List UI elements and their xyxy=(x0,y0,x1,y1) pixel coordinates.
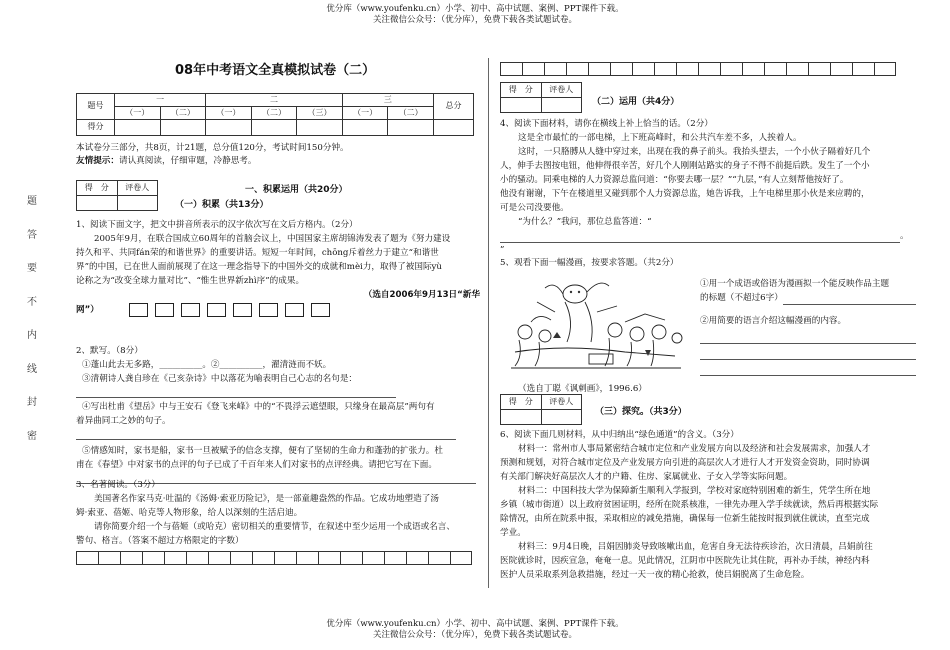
q2-line: ④写出杜甫《望岳》中与王安石《登飞来峰》中的“不畏浮云遮望眼，只缘身在最高层”两句有 xyxy=(82,402,435,412)
part1-title: 一、积累运用（共20分） xyxy=(245,185,348,195)
q3-line: 请你简要介绍一个与蓓姬（或哈克）密切相关的重要情节，在叙述中至少运用一个成语或名言、 xyxy=(94,522,455,532)
footer-line-1: 优分库（www.youfenku.cn）小学、初中、高中试题、案例、PPT课件下载。 xyxy=(326,619,624,629)
side-char: 题 xyxy=(27,196,37,207)
grid-cell[interactable] xyxy=(588,62,610,76)
score-cell[interactable] xyxy=(297,120,343,136)
q6-line: 学业。 xyxy=(500,528,526,538)
score-box-right xyxy=(500,82,582,113)
q6-line: 有关部门解决好高层次人才的户籍、住房、家属就业、子女入学等实际问题。 xyxy=(500,472,793,482)
top-answer-grid[interactable] xyxy=(500,62,896,76)
score-cell[interactable] xyxy=(160,120,206,136)
sub-item: （二） xyxy=(251,107,297,120)
question-4 xyxy=(500,117,918,257)
sub-item: （二） xyxy=(388,107,434,120)
side-char: 要 xyxy=(27,263,37,274)
sub-item: （二） xyxy=(160,107,206,120)
q6-line: 材料一：常州市人事局紧密结合城市定位和产业发展方向以及经济和社会发展需求，加强人才 xyxy=(518,444,871,454)
grid-cell[interactable] xyxy=(852,62,874,76)
score-input[interactable] xyxy=(501,410,542,425)
q4-para: 他没有谢谢，下午在楼道里又碰到那个人力资源总监，她告诉我，上午电梯里那小伙是来应聘的， xyxy=(500,189,870,199)
score-box-right-2 xyxy=(500,394,582,425)
grid-cell[interactable] xyxy=(318,551,340,565)
answer-box[interactable] xyxy=(285,303,304,317)
defen-cell: 得 分 xyxy=(77,181,118,196)
q6-line: 除情况，由所在院系申报，采取相应的减免措施，确保每一位新生能按时报到就住就读，直至完成 xyxy=(500,514,870,524)
grid-cell[interactable] xyxy=(384,551,406,565)
defen-label: 得分 xyxy=(77,120,115,136)
answer-line[interactable] xyxy=(76,428,456,440)
sub-item: （一） xyxy=(342,107,388,120)
question-1 xyxy=(76,218,480,317)
answer-box[interactable] xyxy=(207,303,226,317)
sub-item: （一） xyxy=(206,107,252,120)
q6-line: 材料二：中国科技大学为保障新生顺利入学报到，学校对家庭特别困难的新生，凭学生所在地 xyxy=(518,486,871,496)
q1-source-2: 网”） xyxy=(76,305,99,315)
defen-cell: 得 分 xyxy=(501,395,542,410)
score-cell[interactable] xyxy=(388,120,434,136)
pingjuan-cell: 评卷人 xyxy=(117,181,158,196)
q1-para: 界”的中国，已在世人面前展现了在这一理念指导下的中国外交的成就和mèi力，取得了被国际yù xyxy=(76,262,442,272)
q5-stem: 5、观看下面一幅漫画，按要求答题。（共2分） xyxy=(500,258,679,268)
cartoon-image xyxy=(505,272,687,380)
grader-input[interactable] xyxy=(541,98,582,113)
grid-cell[interactable] xyxy=(720,62,742,76)
q4-para: 人，伸手去图按电钮，他伸得很辛苦，好几个人刚刚站路实的身子不得不前挺后跌。发生了一个小 xyxy=(500,161,870,171)
answer-box[interactable] xyxy=(311,303,330,317)
section-2-header: 二 xyxy=(206,94,343,107)
grid-cell[interactable] xyxy=(428,551,450,565)
grid-cell[interactable] xyxy=(500,62,522,76)
exam-intro: 本试卷分三部分，共8页，计21题，总分值120分，考试时间150分钟。 xyxy=(76,143,349,153)
q2-line: 着异曲同工之妙的句子。 xyxy=(76,416,171,426)
q3-stem: 3、名著阅读。（3分） xyxy=(76,480,160,490)
q5-prompt-1: ①用一个成语或俗语为漫画拟一个能反映作品主题 xyxy=(700,279,890,289)
grid-cell[interactable] xyxy=(632,62,654,76)
q3-answer-grid[interactable] xyxy=(76,551,480,565)
grid-cell[interactable] xyxy=(406,551,428,565)
q5-answers xyxy=(700,277,916,376)
grid-cell[interactable] xyxy=(874,62,896,76)
sub-item: （三） xyxy=(297,107,343,120)
score-cell[interactable] xyxy=(342,120,388,136)
grid-cell[interactable] xyxy=(566,62,588,76)
page-footer xyxy=(0,619,950,642)
sub2-title: （二）运用（共4分） xyxy=(592,97,680,107)
side-char: 封 xyxy=(27,397,37,408)
header-line-1: 优分库（www.youfenku.cn）小学、初中、高中试题、案例、PPT课件下载。 xyxy=(326,4,624,14)
pingjuan-cell: 评卷人 xyxy=(541,83,582,98)
grid-cell[interactable] xyxy=(142,551,164,565)
q2-line: ①蓬山此去无多路，__________。②__________，濯清涟而不妖。 xyxy=(82,360,332,370)
q3-line: 警句、格言。（答案不超过方格限定的字数） xyxy=(76,536,244,546)
header-line-2: 关注微信公众号：（优分库），免费下载各类试题试卷。 xyxy=(372,15,577,26)
pingjuan-cell: 评卷人 xyxy=(541,395,582,410)
grid-cell[interactable] xyxy=(610,62,632,76)
q1-para: 持久和平、共同fán荣的和谐世界》的重要讲话。短短一年时间，chōng斥着丝力于建立“和谐世 xyxy=(76,248,439,258)
score-cell[interactable] xyxy=(251,120,297,136)
q1-para: 论称之为“改变全球力量对比”、“惟生世界新zhì序”的成果。 xyxy=(76,276,305,286)
q1-stem: 1、阅读下面文字，把文中拼音所表示的汉字依次写在文后方格内。（2分） xyxy=(76,220,358,230)
answer-line[interactable] xyxy=(783,293,916,305)
q6-line: 医护人员采取系列急救措施，经过一天一夜的精心抢救，使吕娟脱离了生命危险。 xyxy=(500,570,810,580)
tihao-label: 题号 xyxy=(77,94,115,120)
sub3-title: （三）探究。（共3分） xyxy=(595,407,687,417)
grid-cell[interactable] xyxy=(274,551,296,565)
question-2 xyxy=(76,344,480,484)
grid-cell[interactable] xyxy=(230,551,252,565)
q6-stem: 6、阅读下面几则材料，从中归纳出“绿色通道”的含义。（3分） xyxy=(500,430,739,440)
exam-title: 08年中考语文全真模拟试卷（二） xyxy=(175,63,376,78)
grid-cell[interactable] xyxy=(742,62,764,76)
q3-line: 美国著名作家马克·吐温的《汤姆·索亚历险记》，是一部童趣盎然的作品。它成功地塑造了汤 xyxy=(94,494,439,504)
sub-item: （一） xyxy=(115,107,161,120)
q4-stem: 4、阅读下面材料，请你在横线上补上恰当的话。（2分） xyxy=(500,119,713,129)
grid-cell[interactable] xyxy=(208,551,230,565)
side-char: 答 xyxy=(27,229,37,241)
q5-prompt-1b: 的标题（不超过6字） xyxy=(700,293,783,303)
q4-para: 这是全市最忙的一部电梯，上下班高峰时，和公共汽车差不多，人挨着人。 xyxy=(518,133,802,143)
footer-line-2: 关注微信公众号：（优分库），免费下载各类试题试卷。 xyxy=(372,630,577,641)
question-6 xyxy=(500,428,920,582)
score-input[interactable] xyxy=(77,196,118,211)
score-cell[interactable] xyxy=(206,120,252,136)
grid-cell[interactable] xyxy=(340,551,362,565)
section-3-header: 三 xyxy=(342,94,433,107)
tip-label: 友情提示： xyxy=(76,156,119,166)
column-divider xyxy=(488,58,489,588)
grid-cell[interactable] xyxy=(252,551,274,565)
answer-line[interactable] xyxy=(700,348,916,360)
grid-cell[interactable] xyxy=(120,551,142,565)
score-table xyxy=(76,93,474,136)
grid-cell[interactable] xyxy=(296,551,318,565)
grader-input[interactable] xyxy=(117,196,158,211)
grader-input[interactable] xyxy=(541,410,582,425)
friendly-tip xyxy=(76,154,257,168)
q2-stem: 2、默写。（8分） xyxy=(76,346,143,356)
score-box-left xyxy=(76,180,158,211)
total-label: 总分 xyxy=(434,94,474,120)
question-3 xyxy=(76,478,480,565)
score-input[interactable] xyxy=(501,98,542,113)
grid-cell[interactable] xyxy=(698,62,720,76)
section-1-header: 一 xyxy=(115,94,206,107)
cartoon-sketch-icon xyxy=(505,272,687,380)
side-char: 密 xyxy=(27,430,37,442)
tip-text: 请认真阅读，仔细审题，冷静思考。 xyxy=(118,156,257,166)
grid-cell[interactable] xyxy=(544,62,566,76)
q3-line: 姆·索亚、蓓姬、哈克等人物形象，给人以深刻的生活启迪。 xyxy=(76,508,303,518)
answer-box[interactable] xyxy=(233,303,252,317)
answer-box[interactable] xyxy=(129,303,148,317)
q6-line: 医院就诊时，因疾宣急，奄奄一息。见此情况，江阴市中医院先让其住院，再补办手续，神经内科 xyxy=(500,556,870,566)
sub1-title: （一）积累（共13分） xyxy=(175,200,269,210)
q4-end-mark: 。 xyxy=(900,231,909,241)
answer-line[interactable] xyxy=(500,231,900,243)
q4-para: “为什么？”我问，那位总监答道：“ xyxy=(518,217,652,227)
answer-line[interactable] xyxy=(76,386,396,398)
seal-line-text xyxy=(26,195,38,443)
page-header xyxy=(0,4,950,27)
q6-line: 预测和规划，对符合城市定位及产业发展方向引进的高层次人才进行人才开发资金资助，同时协调 xyxy=(500,458,870,468)
q4-close-quote: ” xyxy=(500,245,505,255)
grid-cell[interactable] xyxy=(76,551,98,565)
grid-cell[interactable] xyxy=(522,62,544,76)
side-char: 不 xyxy=(27,296,37,308)
score-cell[interactable] xyxy=(115,120,161,136)
q2-line: ③清朝诗人龚自珍在《己亥杂诗》中以落花为喻表明自己心志的名句是： xyxy=(82,374,358,384)
grid-cell[interactable] xyxy=(808,62,830,76)
grid-cell[interactable] xyxy=(654,62,676,76)
q6-line: 材料三：9月4日晚，吕娟因肺炎导致咳嗽出血，危害自身无法待疾诊治，次日清晨，吕娟前往 xyxy=(518,542,873,552)
grid-cell[interactable] xyxy=(676,62,698,76)
defen-cell: 得 分 xyxy=(501,83,542,98)
q1-answer-boxes xyxy=(129,303,337,317)
q4-para: 可是公司没要他。 xyxy=(500,203,569,213)
grid-cell[interactable] xyxy=(98,551,120,565)
answer-line[interactable] xyxy=(700,332,916,344)
answer-box[interactable] xyxy=(259,303,278,317)
cartoon-caption: （选自丁聪《讽刺画》，1996.6） xyxy=(518,384,647,394)
score-cell[interactable] xyxy=(434,120,474,136)
answer-box[interactable] xyxy=(181,303,200,317)
q6-line: 乡镇（城市街道）以上政府贫困证明，经所在院系核准，一律先办理入学手续就读，然后再根据实际 xyxy=(500,500,879,510)
grid-cell[interactable] xyxy=(362,551,384,565)
q2-line: ⑤情感知时，家书是船，家书一旦被赋予的信念支撑，便有了坚韧的生命力和蓬勃的扩张力。杜 xyxy=(82,446,443,456)
grid-cell[interactable] xyxy=(450,551,472,565)
q1-para: 2005年9月，在联合国成立60周年的首脑会议上，中国国家主席胡锦涛发表了题为《努力建设 xyxy=(94,234,451,244)
answer-line[interactable] xyxy=(700,364,916,376)
side-char: 内 xyxy=(27,330,37,341)
q4-para: 小的骚动。同乘电梯的人力资源总监问道：“你要去哪一层？”“九层，”有人立刻帮他按好了。 xyxy=(500,175,849,185)
q1-source: （选自2006年9月13日“新华 xyxy=(363,290,480,300)
grid-cell[interactable] xyxy=(186,551,208,565)
q5-prompt-2: ②用简要的语言介绍这幅漫画的内容。 xyxy=(700,316,847,326)
side-char: 线 xyxy=(27,363,37,375)
answer-box[interactable] xyxy=(155,303,174,317)
grid-cell[interactable] xyxy=(830,62,852,76)
q2-line: 甫在《春望》中对家书的点评的句子已成了千百年来人们对家书的点评经典。请把它写在下面。 xyxy=(76,460,437,470)
q4-para: 这时，一只胳膊从人缝中穿过来，出现在我的鼻子前头。我抬头望去，一个小伙子隔着好几个 xyxy=(518,147,871,157)
grid-cell[interactable] xyxy=(764,62,786,76)
grid-cell[interactable] xyxy=(786,62,808,76)
grid-cell[interactable] xyxy=(164,551,186,565)
